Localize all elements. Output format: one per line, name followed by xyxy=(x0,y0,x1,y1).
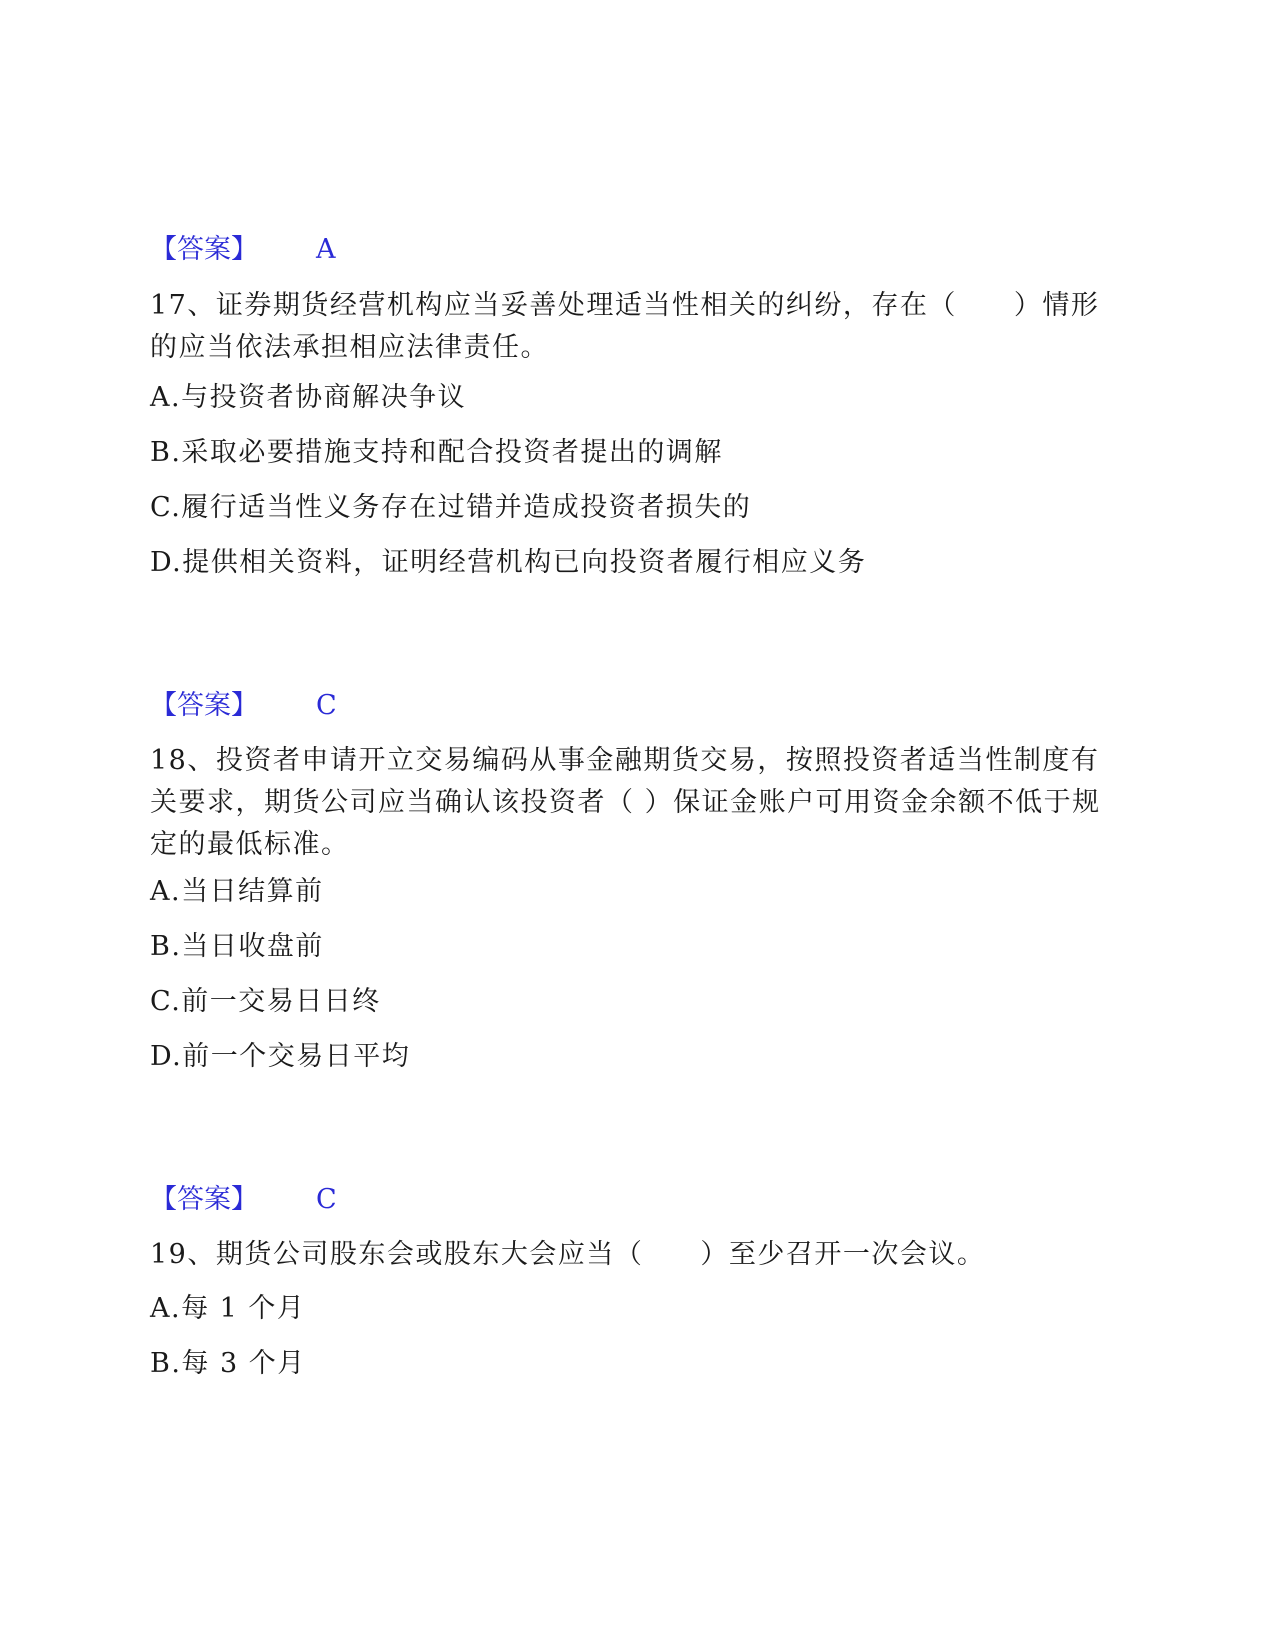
answer-label: 【答案】 xyxy=(150,234,258,265)
question-17-option-d: D.提供相关资料，证明经营机构已向投资者履行相应义务 xyxy=(150,547,867,578)
question-19-option-a: A.每 1 个月 xyxy=(150,1293,306,1324)
question-17-text: 17、证券期货经营机构应当妥善处理适当性相关的纠纷，存在（ ）情形的应当依法承担相应法律责任。 xyxy=(150,290,1100,363)
answer-label: 【答案】 xyxy=(150,690,258,721)
answer-line xyxy=(150,230,336,270)
question-17-option-a: A.与投资者协商解决争议 xyxy=(150,382,467,413)
answer-label: 【答案】 xyxy=(150,1184,258,1215)
answer-value: C xyxy=(316,690,337,721)
question-18-option-a: A.当日结算前 xyxy=(150,876,324,907)
question-17-option-c: C.履行适当性义务存在过错并造成投资者损失的 xyxy=(150,492,752,523)
question-18-option-b: B.当日收盘前 xyxy=(150,931,324,962)
answer-line xyxy=(150,1180,337,1220)
question-18-option-d: D.前一个交易日平均 xyxy=(150,1041,411,1072)
question-17-option-b: B.采取必要措施支持和配合投资者提出的调解 xyxy=(150,437,723,468)
question-18-text: 18、投资者申请开立交易编码从事金融期货交易，按照投资者适当性制度有关要求，期货公司应当确认该投资者（ ）保证金账户可用资金余额不低于规定的最低标准。 xyxy=(150,745,1101,860)
answer-value: A xyxy=(316,234,336,265)
question-19-option-b: B.每 3 个月 xyxy=(150,1348,306,1379)
answer-value: C xyxy=(316,1184,337,1215)
answer-line xyxy=(150,686,337,726)
question-18-option-c: C.前一交易日日终 xyxy=(150,986,381,1017)
question-19-text: 19、期货公司股东会或股东大会应当（ ）至少召开一次会议。 xyxy=(150,1239,986,1270)
